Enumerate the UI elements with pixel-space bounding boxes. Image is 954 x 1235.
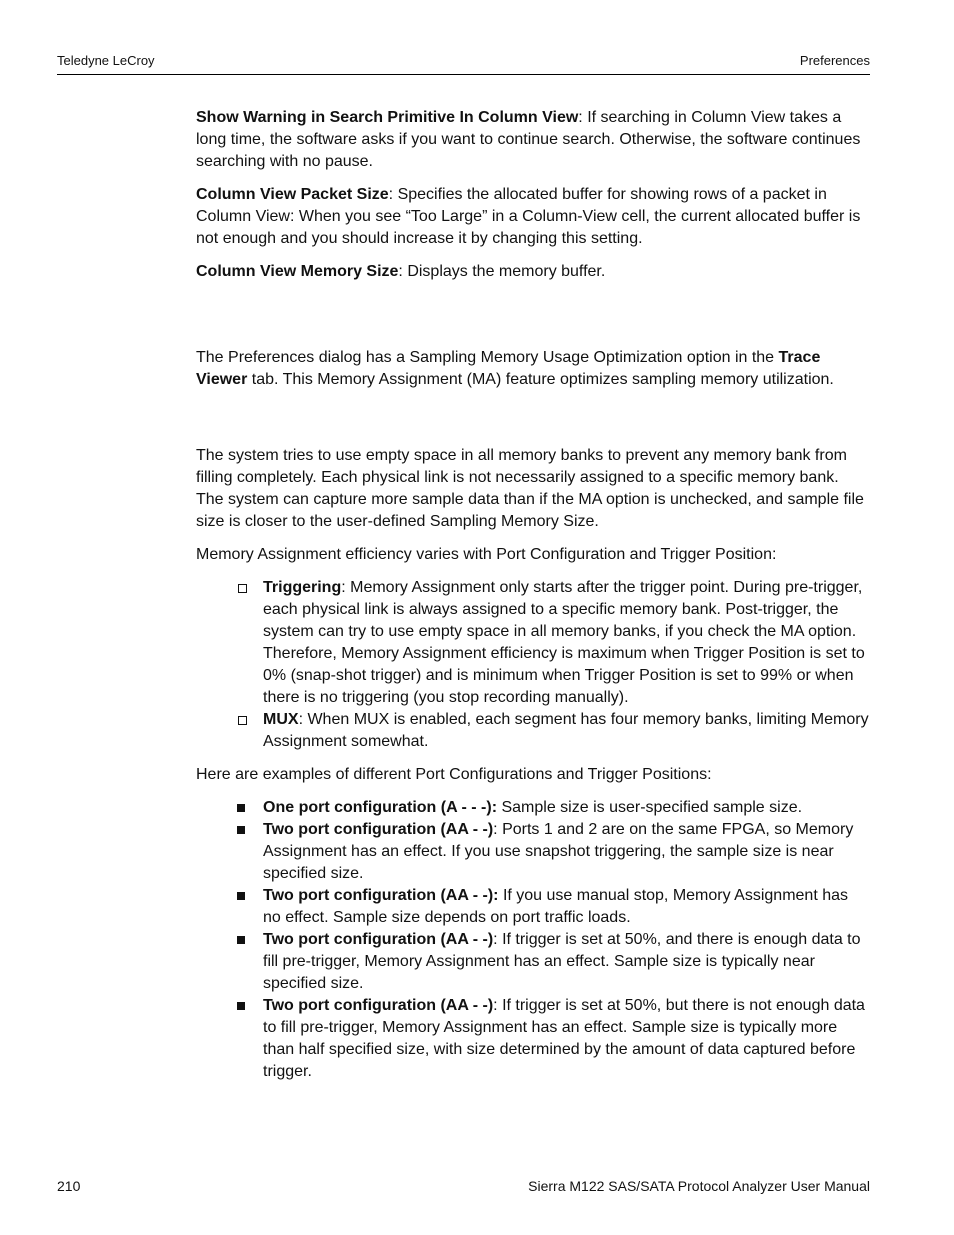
packet-size-term: Column View Packet Size xyxy=(196,186,389,203)
list-item-term: Two port configuration (AA - -) xyxy=(263,931,494,948)
list-item-text: Sample size is user-specified sample size. xyxy=(497,799,803,816)
list-item-term: Two port configuration (AA - -) xyxy=(263,821,494,838)
list-item-text: : If trigger is set at 50%, and there is enough data to fill pre-trigger, Memory Assignment has an effect. Sample size is typically near specified size. xyxy=(263,931,861,992)
list-item-term: Triggering xyxy=(263,579,342,596)
list-item-term: One port configuration (A - - -): xyxy=(263,799,498,816)
port-configuration-list xyxy=(196,797,870,1083)
preferences-paragraph xyxy=(196,347,870,391)
preferences-text-post: tab. This Memory Assignment (MA) feature optimizes sampling memory utilization. xyxy=(247,371,834,388)
page-number: 210 xyxy=(57,1178,81,1194)
memory-size-paragraph xyxy=(196,261,870,283)
running-header-left: Teledyne LeCroy xyxy=(57,53,155,68)
page-body xyxy=(196,107,870,1094)
list-item-term: Two port configuration (AA - -): xyxy=(263,887,499,904)
packet-size-paragraph xyxy=(196,184,870,250)
manual-title: Sierra M122 SAS/SATA Protocol Analyzer User Manual xyxy=(528,1178,870,1194)
packet-size-text: : Specifies the allocated buffer for showing rows of a packet in Column View: When you see “Too Large” in a Column-View cell, the current allocated buffer is not enough and you should increase it by changing this setting. xyxy=(196,186,861,247)
list-item xyxy=(263,709,870,753)
section-gap xyxy=(196,294,870,347)
list-item xyxy=(263,885,870,929)
section-gap xyxy=(196,402,870,445)
list-item-text: : Memory Assignment only starts after the trigger point. During pre-trigger, each physical link is always assigned to a specific memory bank. Post-trigger, the system can try to use empty space in all memory banks, if you check the MA option. Therefore, Memory Assignment efficiency is maximum when Trigger Position is set to 0% (snap-shot trigger) and is minimum when Trigger Position is set to 99% or when there is no triggering (you stop recording manually). xyxy=(263,579,865,706)
list-item xyxy=(263,797,870,819)
efficiency-paragraph: Memory Assignment efficiency varies with Port Configuration and Trigger Position: xyxy=(196,546,777,563)
show-warning-term: Show Warning in Search Primitive In Column View xyxy=(196,109,579,126)
list-item-text: If you use manual stop, Memory Assignment has no effect. Sample size depends on port traffic loads. xyxy=(263,887,848,926)
list-item-term: Two port configuration (AA - -) xyxy=(263,997,494,1014)
list-item-text: : Ports 1 and 2 are on the same FPGA, so Memory Assignment has an effect. If you use snapshot triggering, the sample size is near specified size. xyxy=(263,821,854,882)
show-warning-text: : If searching in Column View takes a long time, the software asks if you want to continue search. Otherwise, the software continues searching with no pause. xyxy=(196,109,861,170)
running-header-right: Preferences xyxy=(799,53,870,68)
trace-viewer-term: Trace Viewer xyxy=(196,349,821,388)
show-warning-paragraph xyxy=(196,107,870,173)
list-item-text: : If trigger is set at 50%, but there is not enough data to fill pre-trigger, Memory Assignment has an effect. Sample size is typically more than half specified size, with size determined by the amount of data captured before trigger. xyxy=(263,997,865,1080)
list-item xyxy=(263,995,870,1083)
list-item xyxy=(263,577,870,709)
system-paragraph: The system tries to use empty space in all memory banks to prevent any memory bank from filling completely. Each physical link is not necessarily assigned to a specific memory bank. The system can capture more sample data than if the MA option is unchecked, and sample file size is closer to the user-defined Sampling Memory Size. xyxy=(196,447,864,530)
list-item-term: MUX xyxy=(263,711,299,728)
list-item xyxy=(263,819,870,885)
preferences-text-pre: The Preferences dialog has a Sampling Memory Usage Optimization option in the xyxy=(196,349,779,366)
list-item xyxy=(263,929,870,995)
memory-size-text: : Displays the memory buffer. xyxy=(398,263,606,280)
efficiency-factor-list xyxy=(196,577,870,753)
list-item-text: : When MUX is enabled, each segment has four memory banks, limiting Memory Assignment somewhat. xyxy=(263,711,869,750)
memory-size-term: Column View Memory Size xyxy=(196,263,399,280)
header-rule xyxy=(57,74,870,75)
examples-paragraph: Here are examples of different Port Configurations and Trigger Positions: xyxy=(196,766,712,783)
